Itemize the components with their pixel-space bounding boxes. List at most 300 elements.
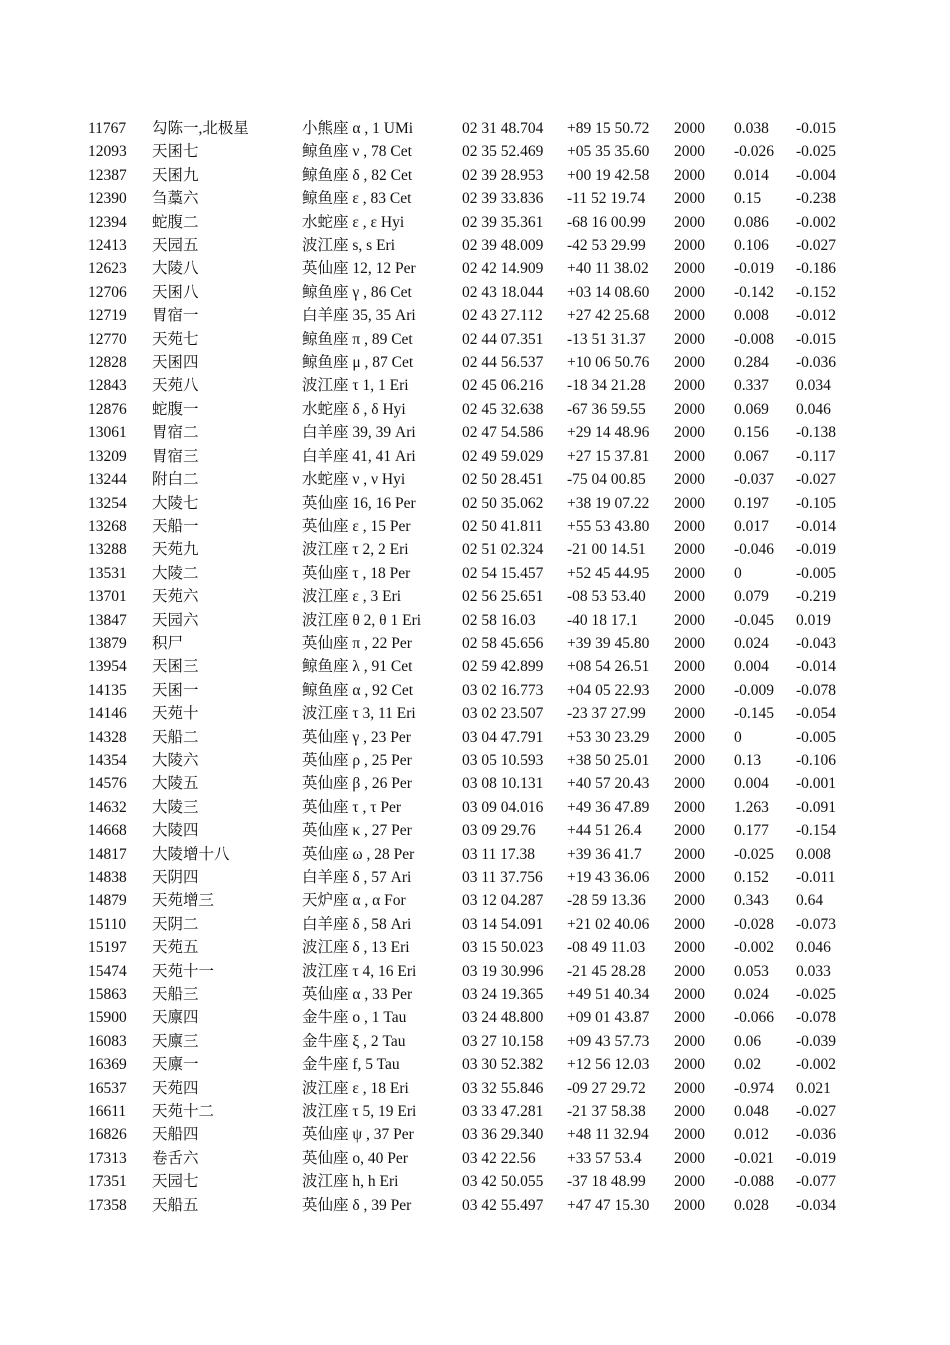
- proper-motion-dec: 0.008: [796, 845, 831, 863]
- proper-motion-dec: -0.004: [796, 166, 837, 184]
- epoch: 2000: [674, 658, 705, 676]
- proper-motion-dec: -0.027: [796, 237, 837, 255]
- proper-motion-ra: 0.152: [734, 869, 769, 886]
- epoch: 2000: [674, 166, 705, 184]
- designation: 白羊座 δ , 58 Ari: [302, 915, 412, 933]
- chinese-name: 积尸: [152, 634, 184, 652]
- proper-motion-dec: -0.152: [796, 283, 837, 301]
- chinese-name: 天船二: [152, 728, 199, 746]
- table-row: [88, 304, 856, 327]
- declination: -21 00 14.51: [567, 541, 646, 559]
- star-id: 17313: [88, 1149, 127, 1167]
- table-row: [88, 1147, 856, 1170]
- star-id: 13288: [88, 541, 127, 559]
- right-ascension: 02 35 52.469: [462, 143, 544, 161]
- right-ascension: 02 31 48.704: [462, 120, 544, 137]
- designation: 鲸鱼座 π , 89 Cet: [302, 330, 413, 348]
- epoch: 2000: [674, 986, 705, 1004]
- chinese-name: 天苑九: [152, 541, 199, 559]
- proper-motion-dec: -0.105: [796, 494, 837, 512]
- epoch: 2000: [674, 1173, 705, 1191]
- right-ascension: 02 59 42.899: [462, 658, 544, 676]
- proper-motion-dec: -0.036: [796, 1126, 837, 1144]
- proper-motion-dec: -0.002: [796, 213, 837, 231]
- declination: +12 56 12.03: [567, 1056, 650, 1074]
- epoch: 2000: [674, 939, 705, 957]
- chinese-name: 勾陈一,北极星: [152, 120, 249, 137]
- declination: +44 51 26.4: [567, 822, 642, 840]
- chinese-name: 天囷八: [152, 283, 199, 301]
- chinese-name: 大陵五: [152, 775, 199, 793]
- chinese-name: 天园六: [152, 611, 199, 629]
- epoch: 2000: [674, 330, 705, 348]
- chinese-name: 天船三: [152, 986, 199, 1004]
- designation: 鲸鱼座 δ , 82 Cet: [302, 166, 413, 184]
- right-ascension: 02 45 06.216: [462, 377, 544, 395]
- chinese-name: 附白二: [152, 471, 199, 489]
- right-ascension: 02 50 35.062: [462, 494, 544, 512]
- chinese-name: 胃宿一: [152, 307, 199, 325]
- proper-motion-ra: 0.024: [734, 634, 769, 652]
- designation: 英仙座 τ , τ Per: [302, 798, 401, 816]
- table-row: [88, 492, 856, 515]
- table-row: [88, 374, 856, 397]
- epoch: 2000: [674, 260, 705, 278]
- declination: +40 11 38.02: [567, 260, 649, 278]
- right-ascension: 03 36 29.340: [462, 1126, 544, 1144]
- declination: -21 45 28.28: [567, 962, 646, 980]
- declination: +89 15 50.72: [567, 120, 650, 137]
- table-row: [88, 819, 856, 842]
- table-row: [88, 655, 856, 678]
- epoch: 2000: [674, 822, 705, 840]
- designation: 水蛇座 δ , δ Hyi: [302, 400, 406, 418]
- right-ascension: 02 54 15.457: [462, 564, 544, 582]
- designation: 白羊座 39, 39 Ari: [302, 424, 416, 442]
- star-id: 12876: [88, 400, 127, 418]
- proper-motion-dec: -0.012: [796, 307, 837, 325]
- epoch: 2000: [674, 517, 705, 535]
- proper-motion-ra: -0.046: [734, 541, 775, 559]
- declination: +39 36 41.7: [567, 845, 642, 863]
- epoch: 2000: [674, 1126, 705, 1144]
- designation: 波江座 ε , 3 Eri: [302, 588, 402, 606]
- table-row: [88, 468, 856, 491]
- designation: 波江座 τ 1, 1 Eri: [302, 377, 409, 395]
- epoch: 2000: [674, 869, 705, 886]
- right-ascension: 03 32 55.846: [462, 1079, 544, 1097]
- table-row: [88, 936, 856, 959]
- right-ascension: 02 45 32.638: [462, 400, 544, 418]
- star-id: 15197: [88, 939, 127, 957]
- declination: +39 39 45.80: [567, 634, 650, 652]
- star-id: 15863: [88, 986, 127, 1004]
- declination: -21 37 58.38: [567, 1103, 646, 1121]
- table-row: [88, 1006, 856, 1029]
- designation: 英仙座 ω , 28 Per: [302, 845, 415, 863]
- epoch: 2000: [674, 962, 705, 980]
- chinese-name: 大陵二: [152, 564, 199, 582]
- designation: 波江座 θ 2, θ 1 Eri: [302, 611, 422, 629]
- proper-motion-ra: -0.037: [734, 471, 775, 489]
- declination: +00 19 42.58: [567, 166, 650, 184]
- proper-motion-dec: -0.005: [796, 564, 837, 582]
- table-row: [88, 164, 856, 187]
- star-id: 13254: [88, 494, 127, 512]
- star-id: 13268: [88, 517, 127, 535]
- chinese-name: 蛇腹二: [152, 213, 199, 231]
- declination: -08 49 11.03: [567, 939, 646, 957]
- proper-motion-dec: -0.186: [796, 260, 837, 278]
- table-row: [88, 726, 856, 749]
- epoch: 2000: [674, 775, 705, 793]
- table-row: [88, 913, 856, 936]
- right-ascension: 02 42 14.909: [462, 260, 544, 278]
- designation: 鲸鱼座 ν , 78 Cet: [302, 143, 412, 161]
- proper-motion-dec: -0.025: [796, 143, 837, 161]
- epoch: 2000: [674, 1196, 705, 1214]
- epoch: 2000: [674, 424, 705, 442]
- star-id: 14817: [88, 845, 127, 863]
- right-ascension: 02 43 18.044: [462, 283, 544, 301]
- chinese-name: 天园七: [152, 1173, 199, 1191]
- star-id: 12719: [88, 307, 127, 325]
- star-id: 12394: [88, 213, 127, 231]
- right-ascension: 02 39 33.836: [462, 190, 544, 208]
- right-ascension: 02 50 41.811: [462, 517, 543, 535]
- designation: 金牛座 ξ , 2 Tau: [302, 1032, 406, 1050]
- proper-motion-ra: 0.13: [734, 751, 762, 769]
- designation: 英仙座 ρ , 25 Per: [302, 751, 412, 769]
- proper-motion-ra: 0.079: [734, 588, 769, 606]
- star-id: 14576: [88, 775, 127, 793]
- declination: -42 53 29.99: [567, 237, 646, 255]
- right-ascension: 03 27 10.158: [462, 1032, 544, 1050]
- proper-motion-ra: 0: [734, 728, 742, 746]
- declination: +55 53 43.80: [567, 517, 650, 535]
- chinese-name: 天囷七: [152, 143, 199, 161]
- declination: -67 36 59.55: [567, 400, 646, 418]
- proper-motion-dec: 0.033: [796, 962, 831, 980]
- right-ascension: 02 56 25.651: [462, 588, 544, 606]
- star-id: 14668: [88, 822, 127, 840]
- star-id: 13701: [88, 588, 127, 606]
- proper-motion-ra: 0.06: [734, 1032, 762, 1050]
- declination: +29 14 48.96: [567, 424, 650, 442]
- proper-motion-ra: 0.053: [734, 962, 769, 980]
- proper-motion-ra: -0.008: [734, 330, 775, 348]
- proper-motion-dec: -0.014: [796, 658, 837, 676]
- epoch: 2000: [674, 1032, 705, 1050]
- proper-motion-ra: 0.048: [734, 1103, 769, 1121]
- designation: 金牛座 f, 5 Tau: [302, 1056, 400, 1074]
- table-row: [88, 234, 856, 257]
- designation: 鲸鱼座 μ , 87 Cet: [302, 354, 414, 372]
- chinese-name: 天囷一: [152, 681, 199, 699]
- proper-motion-dec: -0.117: [796, 447, 836, 465]
- designation: 波江座 ε , 18 Eri: [302, 1079, 409, 1097]
- star-id: 12093: [88, 143, 127, 161]
- proper-motion-dec: -0.219: [796, 588, 837, 606]
- declination: +03 14 08.60: [567, 283, 650, 301]
- star-id: 14354: [88, 751, 127, 769]
- proper-motion-ra: 0.197: [734, 494, 769, 512]
- proper-motion-ra: 0.004: [734, 658, 769, 676]
- star-id: 16611: [88, 1103, 127, 1121]
- proper-motion-dec: -0.106: [796, 751, 837, 769]
- declination: +09 43 57.73: [567, 1032, 650, 1050]
- right-ascension: 03 09 29.76: [462, 822, 536, 840]
- declination: -37 18 48.99: [567, 1173, 646, 1191]
- star-id: 13061: [88, 424, 127, 442]
- epoch: 2000: [674, 588, 705, 606]
- designation: 鲸鱼座 α , 92 Cet: [302, 681, 414, 699]
- proper-motion-ra: 0.014: [734, 166, 769, 184]
- right-ascension: 03 11 37.756: [462, 869, 543, 886]
- proper-motion-ra: 0.028: [734, 1196, 769, 1214]
- epoch: 2000: [674, 307, 705, 325]
- proper-motion-dec: -0.002: [796, 1056, 837, 1074]
- star-rows: [88, 117, 856, 1217]
- chinese-name: 大陵三: [152, 798, 199, 816]
- proper-motion-dec: -0.025: [796, 986, 837, 1004]
- star-id: 13531: [88, 564, 127, 582]
- proper-motion-dec: -0.001: [796, 775, 837, 793]
- proper-motion-dec: -0.014: [796, 517, 837, 535]
- chinese-name: 卷舌六: [152, 1149, 199, 1167]
- right-ascension: 03 05 10.593: [462, 751, 544, 769]
- chinese-name: 天船四: [152, 1126, 199, 1144]
- right-ascension: 03 02 23.507: [462, 705, 544, 723]
- right-ascension: 03 09 04.016: [462, 798, 544, 816]
- proper-motion-ra: 0.024: [734, 986, 769, 1004]
- table-row: [88, 328, 856, 351]
- proper-motion-ra: -0.142: [734, 283, 775, 301]
- right-ascension: 02 49 59.029: [462, 447, 544, 465]
- proper-motion-dec: -0.015: [796, 330, 837, 348]
- chinese-name: 天囷九: [152, 166, 199, 184]
- proper-motion-ra: -0.045: [734, 611, 775, 629]
- right-ascension: 02 47 54.586: [462, 424, 544, 442]
- epoch: 2000: [674, 190, 705, 208]
- right-ascension: 02 44 07.351: [462, 330, 544, 348]
- declination: +33 57 53.4: [567, 1149, 642, 1167]
- proper-motion-dec: -0.027: [796, 471, 837, 489]
- right-ascension: 03 11 17.38: [462, 845, 536, 863]
- declination: -11 52 19.74: [567, 190, 646, 208]
- epoch: 2000: [674, 1009, 705, 1027]
- proper-motion-ra: 0.086: [734, 213, 769, 231]
- proper-motion-ra: 0.15: [734, 190, 762, 208]
- right-ascension: 03 19 30.996: [462, 962, 544, 980]
- declination: -08 53 53.40: [567, 588, 646, 606]
- table-row: [88, 562, 856, 585]
- proper-motion-ra: 0.156: [734, 424, 769, 442]
- declination: +49 36 47.89: [567, 798, 650, 816]
- proper-motion-ra: 0.337: [734, 377, 769, 395]
- right-ascension: 03 42 55.497: [462, 1196, 544, 1214]
- proper-motion-ra: -0.028: [734, 915, 775, 933]
- table-row: [88, 983, 856, 1006]
- proper-motion-ra: -0.002: [734, 939, 775, 957]
- proper-motion-ra: 0.343: [734, 892, 769, 910]
- declination: +38 19 07.22: [567, 494, 650, 512]
- designation: 金牛座 ο , 1 Tau: [302, 1009, 407, 1027]
- chinese-name: 大陵增十八: [152, 845, 230, 863]
- right-ascension: 03 42 50.055: [462, 1173, 544, 1191]
- proper-motion-ra: 0.004: [734, 775, 769, 793]
- designation: 小熊座 α , 1 UMi: [302, 120, 414, 137]
- star-id: 12770: [88, 330, 127, 348]
- star-id: 12390: [88, 190, 127, 208]
- epoch: 2000: [674, 751, 705, 769]
- proper-motion-dec: -0.036: [796, 354, 837, 372]
- proper-motion-dec: -0.015: [796, 120, 837, 137]
- chinese-name: 大陵六: [152, 751, 199, 769]
- proper-motion-dec: -0.019: [796, 541, 837, 559]
- designation: 英仙座 γ , 23 Per: [302, 728, 411, 746]
- star-id: 16083: [88, 1032, 127, 1050]
- table-row: [88, 1194, 856, 1217]
- epoch: 2000: [674, 120, 705, 137]
- star-id: 14328: [88, 728, 127, 746]
- table-row: [88, 351, 856, 374]
- star-id: 12706: [88, 283, 127, 301]
- table-row: [88, 632, 856, 655]
- designation: 天炉座 α , α For: [302, 892, 406, 910]
- chinese-name: 天阴二: [152, 915, 199, 933]
- star-id: 13847: [88, 611, 127, 629]
- star-id: 16369: [88, 1056, 127, 1074]
- table-row: [88, 749, 856, 772]
- designation: 英仙座 ψ , 37 Per: [302, 1126, 414, 1144]
- epoch: 2000: [674, 354, 705, 372]
- proper-motion-ra: -0.145: [734, 705, 775, 723]
- right-ascension: 03 24 19.365: [462, 986, 544, 1004]
- table-row: [88, 398, 856, 421]
- epoch: 2000: [674, 681, 705, 699]
- proper-motion-ra: -0.021: [734, 1149, 775, 1167]
- proper-motion-ra: -0.009: [734, 681, 775, 699]
- designation: 波江座 τ 5, 19 Eri: [302, 1103, 417, 1121]
- designation: 英仙座 α , 33 Per: [302, 986, 413, 1004]
- table-row: [88, 281, 856, 304]
- proper-motion-dec: -0.034: [796, 1196, 837, 1214]
- table-row: [88, 515, 856, 538]
- proper-motion-ra: 0: [734, 564, 742, 582]
- designation: 波江座 τ 3, 11 Eri: [302, 705, 416, 723]
- table-row: [88, 609, 856, 632]
- proper-motion-ra: 0.017: [734, 517, 769, 535]
- designation: 波江座 δ , 13 Eri: [302, 939, 410, 957]
- right-ascension: 02 39 48.009: [462, 237, 544, 255]
- proper-motion-dec: -0.077: [796, 1173, 837, 1191]
- designation: 英仙座 12, 12 Per: [302, 260, 416, 278]
- right-ascension: 02 43 27.112: [462, 307, 543, 325]
- proper-motion-ra: -0.088: [734, 1173, 775, 1191]
- table-row: [88, 889, 856, 912]
- chinese-name: 大陵四: [152, 822, 199, 840]
- declination: +08 54 26.51: [567, 658, 650, 676]
- proper-motion-dec: 0.021: [796, 1079, 831, 1097]
- chinese-name: 天园五: [152, 237, 199, 255]
- table-row: [88, 1077, 856, 1100]
- declination: +19 43 36.06: [567, 869, 650, 886]
- designation: 白羊座 35, 35 Ari: [302, 307, 416, 325]
- designation: 水蛇座 ε , ε Hyi: [302, 213, 405, 231]
- star-id: 14135: [88, 681, 127, 699]
- epoch: 2000: [674, 845, 705, 863]
- proper-motion-ra: 0.106: [734, 237, 769, 255]
- proper-motion-dec: -0.011: [796, 869, 836, 886]
- declination: +40 57 20.43: [567, 775, 650, 793]
- right-ascension: 03 02 16.773: [462, 681, 544, 699]
- table-row: [88, 445, 856, 468]
- star-id: 12387: [88, 166, 127, 184]
- table-row: [88, 585, 856, 608]
- proper-motion-ra: 0.02: [734, 1056, 762, 1074]
- proper-motion-ra: -0.066: [734, 1009, 775, 1027]
- star-id: 16826: [88, 1126, 127, 1144]
- chinese-name: 天船一: [152, 517, 199, 535]
- table-row: [88, 1030, 856, 1053]
- chinese-name: 天苑十二: [152, 1103, 215, 1121]
- proper-motion-dec: -0.043: [796, 634, 837, 652]
- declination: +04 05 22.93: [567, 681, 650, 699]
- star-id: 14879: [88, 892, 127, 910]
- epoch: 2000: [674, 471, 705, 489]
- right-ascension: 02 58 16.03: [462, 611, 536, 629]
- proper-motion-dec: -0.154: [796, 822, 837, 840]
- epoch: 2000: [674, 541, 705, 559]
- epoch: 2000: [674, 1149, 705, 1167]
- designation: 鲸鱼座 ε , 83 Cet: [302, 190, 412, 208]
- chinese-name: 天苑六: [152, 588, 199, 606]
- star-id: 14838: [88, 869, 127, 886]
- table-row: [88, 960, 856, 983]
- proper-motion-dec: -0.078: [796, 681, 837, 699]
- star-id: 12843: [88, 377, 127, 395]
- epoch: 2000: [674, 705, 705, 723]
- designation: 鲸鱼座 λ , 91 Cet: [302, 658, 413, 676]
- star-id: 13209: [88, 447, 127, 465]
- star-id: 13954: [88, 658, 127, 676]
- declination: +49 51 40.34: [567, 986, 650, 1004]
- epoch: 2000: [674, 494, 705, 512]
- proper-motion-ra: 0.008: [734, 307, 769, 325]
- star-id: 14146: [88, 705, 127, 723]
- designation: 英仙座 β , 26 Per: [302, 775, 412, 793]
- proper-motion-ra: 0.177: [734, 822, 769, 840]
- epoch: 2000: [674, 237, 705, 255]
- right-ascension: 03 12 04.287: [462, 892, 544, 910]
- proper-motion-dec: -0.027: [796, 1103, 837, 1121]
- epoch: 2000: [674, 798, 705, 816]
- designation: 白羊座 δ , 57 Ari: [302, 869, 412, 886]
- proper-motion-ra: 0.284: [734, 354, 769, 372]
- declination: -40 18 17.1: [567, 611, 639, 629]
- declination: -13 51 31.37: [567, 330, 646, 348]
- designation: 波江座 τ 2, 2 Eri: [302, 541, 409, 559]
- epoch: 2000: [674, 1103, 705, 1121]
- chinese-name: 大陵七: [152, 494, 199, 512]
- star-id: 12413: [88, 237, 127, 255]
- designation: 英仙座 π , 22 Per: [302, 634, 412, 652]
- table-row: [88, 702, 856, 725]
- chinese-name: 天廪三: [152, 1032, 199, 1050]
- chinese-name: 胃宿二: [152, 424, 199, 442]
- chinese-name: 天囷三: [152, 658, 199, 676]
